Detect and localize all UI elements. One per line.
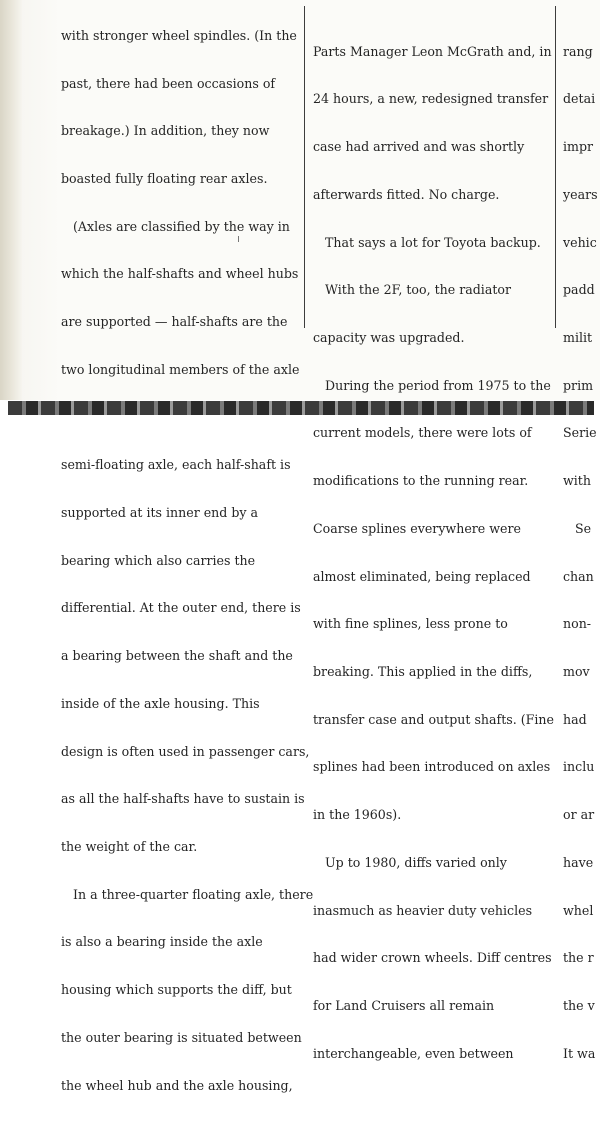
column-1-line: is also a bearing inside the axle — [61, 934, 263, 950]
column-3-line: or ar — [563, 807, 595, 823]
column-3-line: padd — [563, 282, 595, 298]
column-2-line: That says a lot for Toyota backup. — [313, 234, 541, 250]
scan-speck — [238, 236, 239, 242]
column-3-line: Serie — [563, 425, 597, 441]
column-1-line: differential. At the outer end, there is — [61, 600, 301, 616]
column-3-line: rang — [563, 43, 593, 59]
column-3-line: chan — [563, 568, 594, 584]
column-1-line: housing which supports the diff, but — [61, 982, 292, 998]
column-1-line: inside of the axle housing. This — [61, 695, 260, 711]
column-2-line: 24 hours, a new, redesigned transfer — [313, 91, 549, 107]
column-1-line: which the half-shafts and wheel hubs — [61, 266, 299, 282]
column-3-line: prim — [563, 377, 594, 393]
text-column-2 — [313, 12, 554, 1094]
column-1-line: with stronger wheel spindles. (In the — [61, 27, 297, 43]
column-3-line: detai — [563, 91, 596, 107]
column-3-line: non- — [563, 616, 592, 632]
column-1-line: boasted fully floating rear axles. — [61, 170, 268, 186]
text-column-3 — [563, 12, 598, 1094]
column-3-line: Se — [563, 520, 592, 536]
column-2-line: for Land Cruisers all remain — [313, 998, 495, 1014]
column-2-line: During the period from 1975 to the — [313, 377, 551, 393]
column-1-line: design is often used in passenger cars, — [61, 743, 310, 759]
column-2-line: interchangeable, even between — [313, 1045, 514, 1061]
column-2-line: inasmuch as heavier duty vehicles — [313, 902, 533, 918]
column-3-line: It wa — [563, 1045, 596, 1061]
book-spine-shadow — [0, 0, 22, 400]
column-1-line: (Axles are classified by the way in — [61, 218, 290, 234]
column-1-line: two longitudinal members of the axle — [61, 361, 300, 377]
page-edge-strip — [8, 401, 594, 415]
column-3-line: mov — [563, 664, 590, 680]
column-2-line: Up to 1980, diffs varied only — [313, 854, 507, 870]
column-1-line: bearing which also carries the — [61, 552, 256, 568]
column-3-line: inclu — [563, 759, 595, 775]
column-3-line: had — [563, 711, 587, 727]
column-3-line: whel — [563, 902, 594, 918]
column-3-line: the r — [563, 950, 594, 966]
column-2-line: breaking. This applied in the diffs, — [313, 664, 533, 680]
column-3-line: milit — [563, 330, 593, 346]
column-3-line: with — [563, 473, 591, 489]
column-divider-1 — [304, 6, 305, 328]
column-3-line: have — [563, 854, 594, 870]
column-2-line: With the 2F, too, the radiator — [313, 282, 512, 298]
column-2-line: current models, there were lots of — [313, 425, 532, 441]
column-1-line: In a three-quarter floating axle, there — [61, 886, 314, 902]
column-1-line: the weight of the car. — [61, 839, 198, 855]
column-2-line: with fine splines, less prone to — [313, 616, 508, 632]
column-1-line: past, there had been occasions of — [61, 75, 276, 91]
column-2-line: in the 1960s). — [313, 807, 402, 823]
column-1-line: are supported — half-shafts are the — [61, 314, 288, 330]
column-2-line: transfer case and output shafts. (Fine — [313, 711, 554, 727]
column-divider-2 — [555, 6, 556, 328]
column-1-line: as all the half-shafts have to sustain is — [61, 791, 305, 807]
text-column-1 — [61, 0, 313, 1125]
column-1-line: the wheel hub and the axle housing, — [61, 1077, 293, 1093]
column-2-line: afterwards fitted. No charge. — [313, 186, 500, 202]
column-3-line: vehic — [563, 234, 597, 250]
column-2-line: capacity was upgraded. — [313, 330, 465, 346]
column-1-line: supported at its inner end by a — [61, 505, 259, 520]
column-2-line: Parts Manager Leon McGrath and, in — [313, 43, 552, 59]
column-3-line: years — [563, 186, 598, 202]
column-1-line: a bearing between the shaft and the — [61, 648, 293, 664]
column-2-line: almost eliminated, being replaced — [313, 568, 531, 584]
column-2-line: had wider crown wheels. Diff centres — [313, 950, 552, 966]
column-2-line: case had arrived and was shortly — [313, 139, 525, 155]
column-2-line: splines had been introduced on axles — [313, 759, 551, 775]
column-2-line: Coarse splines everywhere were — [313, 520, 521, 536]
column-3-line: impr — [563, 139, 594, 155]
column-3-line: the v — [563, 998, 595, 1014]
column-1-line: breakage.) In addition, they now — [61, 123, 270, 139]
column-1-line: the outer bearing is situated between — [61, 1029, 302, 1045]
column-2-line: modifications to the running rear. — [313, 473, 529, 489]
column-1-line: semi-floating axle, each half-shaft is — [61, 457, 291, 473]
